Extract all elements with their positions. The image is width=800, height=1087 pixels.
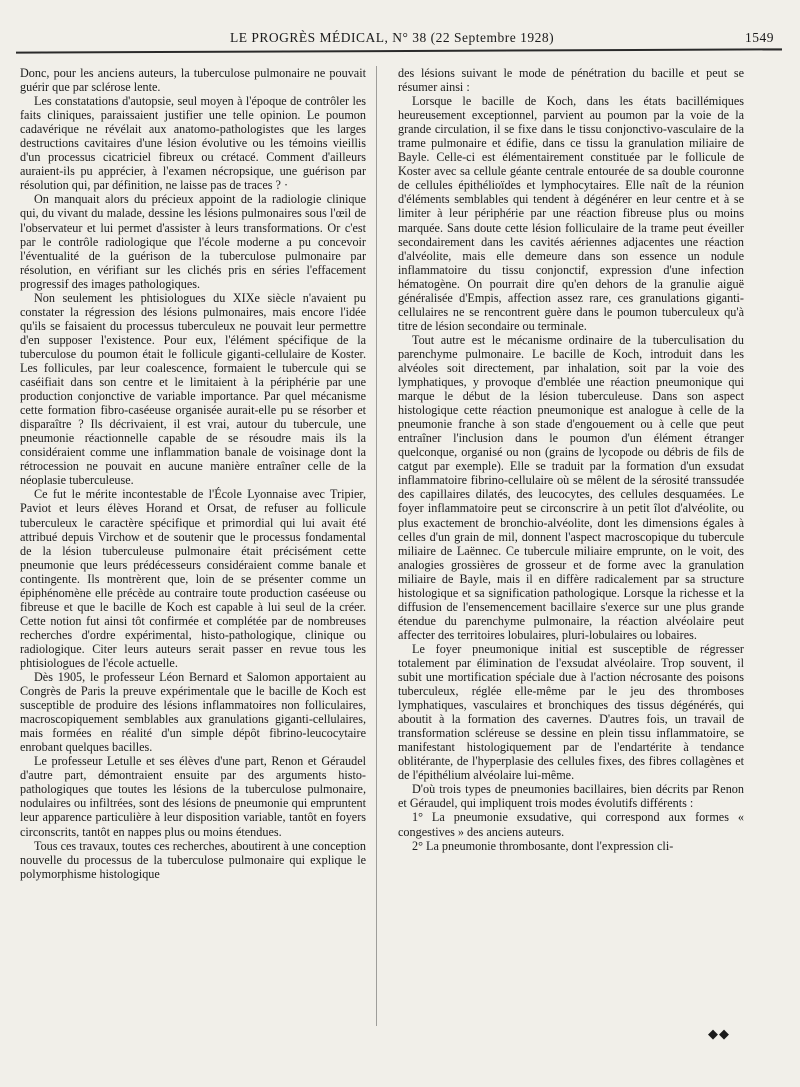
- paragraph: Lorsque le bacille de Koch, dans les états bacillémiques heureusement exceptionnel, parvient au poumon par la voie de la grande circulation, il se fixe dans le tissu conjonctivo-vasculaire de la trame pulmonaire et édifie, dans ce tissu la granulation miliaire de Bayle. Celle-ci est élémentairement constituée par le follicule de Koster avec sa cellule géante centrale entourée de sa double couronne de cellules épithélioïdes et lymphocytaires. Elle naît de la réunion d'éléments semblables qui tendent à dégénérer en leur centre et à se limiter à leur périphérie par une réaction fibreuse plus ou moins marquée. Sans doute cette lésion folliculaire de la trame peut éveiller secondairement dans les cavités aériennes adjacentes une réaction d'alvéolite, mais elle demeure dans son essence un nodule inflammatoire du tissu conjonctif, expression d'une infection hématogène. On pourrait dire qu'en dehors de la granulie aiguë généralisée d'Empis, affection assez rare, ces granulations giganti-cellulaires ne se rencontrent guère dans le poumon tuberculeux qu'à titre de lésion secondaire ou terminale.: [398, 94, 744, 333]
- column-divider: [376, 66, 377, 1026]
- paragraph: 2° La pneumonie thrombosante, dont l'expression cli-: [412, 838, 674, 853]
- running-title: LE PROGRÈS MÉDICAL, N° 38 (22 Septembre 1928): [230, 30, 555, 45]
- paragraph: des lésions suivant le mode de pénétration du bacille et peut se résumer ainsi :: [398, 66, 744, 95]
- right-column: [398, 66, 744, 853]
- paragraph: Donc, pour les anciens auteurs, la tuberculose pulmonaire ne pouvait guérir que par sclérose lente.: [20, 66, 366, 95]
- paragraph: Tous ces travaux, toutes ces recherches, aboutirent à une conception nouvelle du processus de la tuberculose pulmonaire qui explique le polymorphisme histologique: [20, 838, 366, 881]
- paragraph: D'où trois types de pneumonies bacillaires, bien décrits par Renon et Géraudel, qui impliquent trois modes évolutifs différents :: [398, 782, 744, 811]
- paragraph: Le professeur Letulle et ses élèves d'une part, Renon et Géraudel d'autre part, démontraient ensuite par des arguments histo-pathologiques que toutes les lésions de la tuberculose pulmonaire, nodulaires ou infiltrées, sont des lésions de pneumonie qui empruntent leur apparence particulière à leur disposition variable, tantôt en foyers circonscrits, tantôt en nappes plus ou moins étendues.: [20, 754, 366, 839]
- paragraph: Tout autre est le mécanisme ordinaire de la tuberculisation du parenchyme pulmonaire. Le bacille de Koch, introduit dans les alvéoles soit directement, par inhalation, soit par la voie des lymphatiques, y provoque d'emblée une réaction pneumonique qui marque le début de la lésion tuberculeuse. Dans son aspect histologique cette réaction pneumonique est analogue à celle de la pneumonie franche à son stade d'engouement ou à celle que peut entraîner l'inclusion dans le poumon d'un élément étranger quelconque, organisé ou non (grains de lycopode ou débris de fils de catgut par exemple). Elle se traduit par la formation d'un exsudat inflammatoire fibrino-cellulaire où se mêlent de la sérosité transsudée des capillaires dilatés, des leucocytes, des cellules desquamées. Le foyer inflammatoire peut se circonscrire à un petit îlot d'alvéolite, ou plus exactement de bronchio-alvéolite, dont les dimensions égales à celles d'un grain de mil, donnent l'aspect macroscopique du tubercule miliaire de Laënnec. Ce tubercule miliaire emprunte, on le voit, des analogies grossières de grosseur et de forme avec la granulation miliaire de Bayle, mais il en diffère radicalement par sa structure histologique et sa signification pathologique. Lorsque la richesse et la diffusion de l'ensemencement bacillaire s'exerce sur une plus grande étendue du parenchyme pulmonaire, la réaction alvéolaire peut affecter des territoires lobulaires, pluri-lobulaires ou lobaires.: [398, 332, 744, 642]
- paragraph: Dès 1905, le professeur Léon Bernard et Salomon apportaient au Congrès de Paris la preuve expérimentale que le bacille de Koch est susceptible de produire des lésions inflammatoires non folliculaires, macroscopiquement semblables aux granulations giganti-cellulaires, mais formées en réalité d'un simple dépôt fibrino-leucocytaire enrobant quelques bacilles.: [20, 670, 366, 755]
- paragraph: On manquait alors du précieux appoint de la radiologie clinique qui, du vivant du malade, dessine les lésions pulmonaires sous l'œil de l'observateur et lui permet d'assister à leurs transformations. Or c'est par le contrôle radiologique que l'école moderne a pu concevoir l'éventualité de la guérison de la tuberculose pulmonaire par résolution, en vérifiant sur les clichés pris en séries l'effacement progressif des images pathologiques.: [20, 192, 366, 291]
- paragraph: Les constatations d'autopsie, seul moyen à l'époque de contrôler les faits cliniques, paraissaient justifier une telle opinion. Le poumon cadavérique ne révélait aux anatomo-pathologistes que les larges destructions cavitaires d'une lésion évolutive ou les témoins vieillis d'un processus cicatriciel fibreux ou crétacé. Comment d'ailleurs auraient-ils pu apprécier, à l'examen nécropsique, une guérison par résolution qui, par définition, ne laisse pas de traces ? ·: [20, 94, 366, 193]
- left-column: [20, 66, 366, 881]
- running-header: [20, 30, 780, 48]
- paragraph: Le foyer pneumonique initial est susceptible de régresser totalement par élimination de l'exsudat alvéolaire. Trop souvent, il subit une mortification spéciale due à l'action nécrosante des poisons tuberculeux, réglée elle-même par le jeu des thromboses lymphatiques, vasculaires et bronchiques des tissus dégénérés, qui aboutit à la formation des cavernes. D'autres fois, un travail de transformation scléreuse se dessine en plein tissu inflammatoire, se manifestant histologiquement par de l'endartérite à tendance oblitérante, de l'hyperplasie des cellules fixes, des fibres collagènes et de l'épithélium alvéolaire lui-même.: [398, 641, 744, 783]
- paragraph: 1° La pneumonie exsudative, qui correspond aux formes « congestives » des anciens auteurs.: [398, 810, 744, 839]
- paragraph: Non seulement les phtisiologues du XIXe siècle n'avaient pu constater la régression des lésions pulmonaires, mais encore l'idée qu'ils se faisaient du processus tuberculeux ne pouvait leur permettre d'en supposer l'existence. Pour eux, l'élément spécifique de la tuberculose du poumon était le follicule giganti-cellulaire de Koster. Les follicules, par leur coalescence, formaient le tubercule qui se caséifiait dans son centre et le limitaient à la périphérie par une production conjonctive de variable importance. Par quel mécanisme cette formation fibro-caséeuse organisée aurait-elle pu se résorber et disparaître ? Ils décrivaient, il est vrai, autour du tubercule, une pneumonie réactionnelle capable de se résoudre mais ils la considéraient comme une inflammation banale de voisinage dont la rétrocession ne pouvait en aucune manière entraîner celle de la néoplasie tuberculeuse.: [20, 290, 366, 488]
- ornament-diamonds: ◆◆: [708, 1026, 730, 1041]
- header-rule: [16, 48, 782, 53]
- paragraph: Ce fut le mérite incontestable de l'École Lyonnaise avec Tripier, Paviot et leurs élèves Horand et Orsat, de refuser au follicule tuberculeux le caractère spécifique et primordial qui lui avait été attribué depuis Virchow et de soutenir que le processus fondamental de la lésion tuberculeuse pulmonaire était précisément cette pneumonie que leurs prédécesseurs considéraient comme banale et contingente. Ils montrèrent que, loin de se présenter comme un épiphénomène elle précède au contraire toute production caséeuse ou fibreuse et que le bacille de Koch est capable à lui seul de la créer. Cette notion fut ainsi tôt confirmée et complétée par de nombreuses recherches d'ordre expérimental, histo-pathologique, clinique ou radiologique. Citer leurs auteurs serait passer en revue tous les phtisiologues de l'école actuelle.: [20, 487, 366, 670]
- page-number: 1549: [745, 30, 774, 45]
